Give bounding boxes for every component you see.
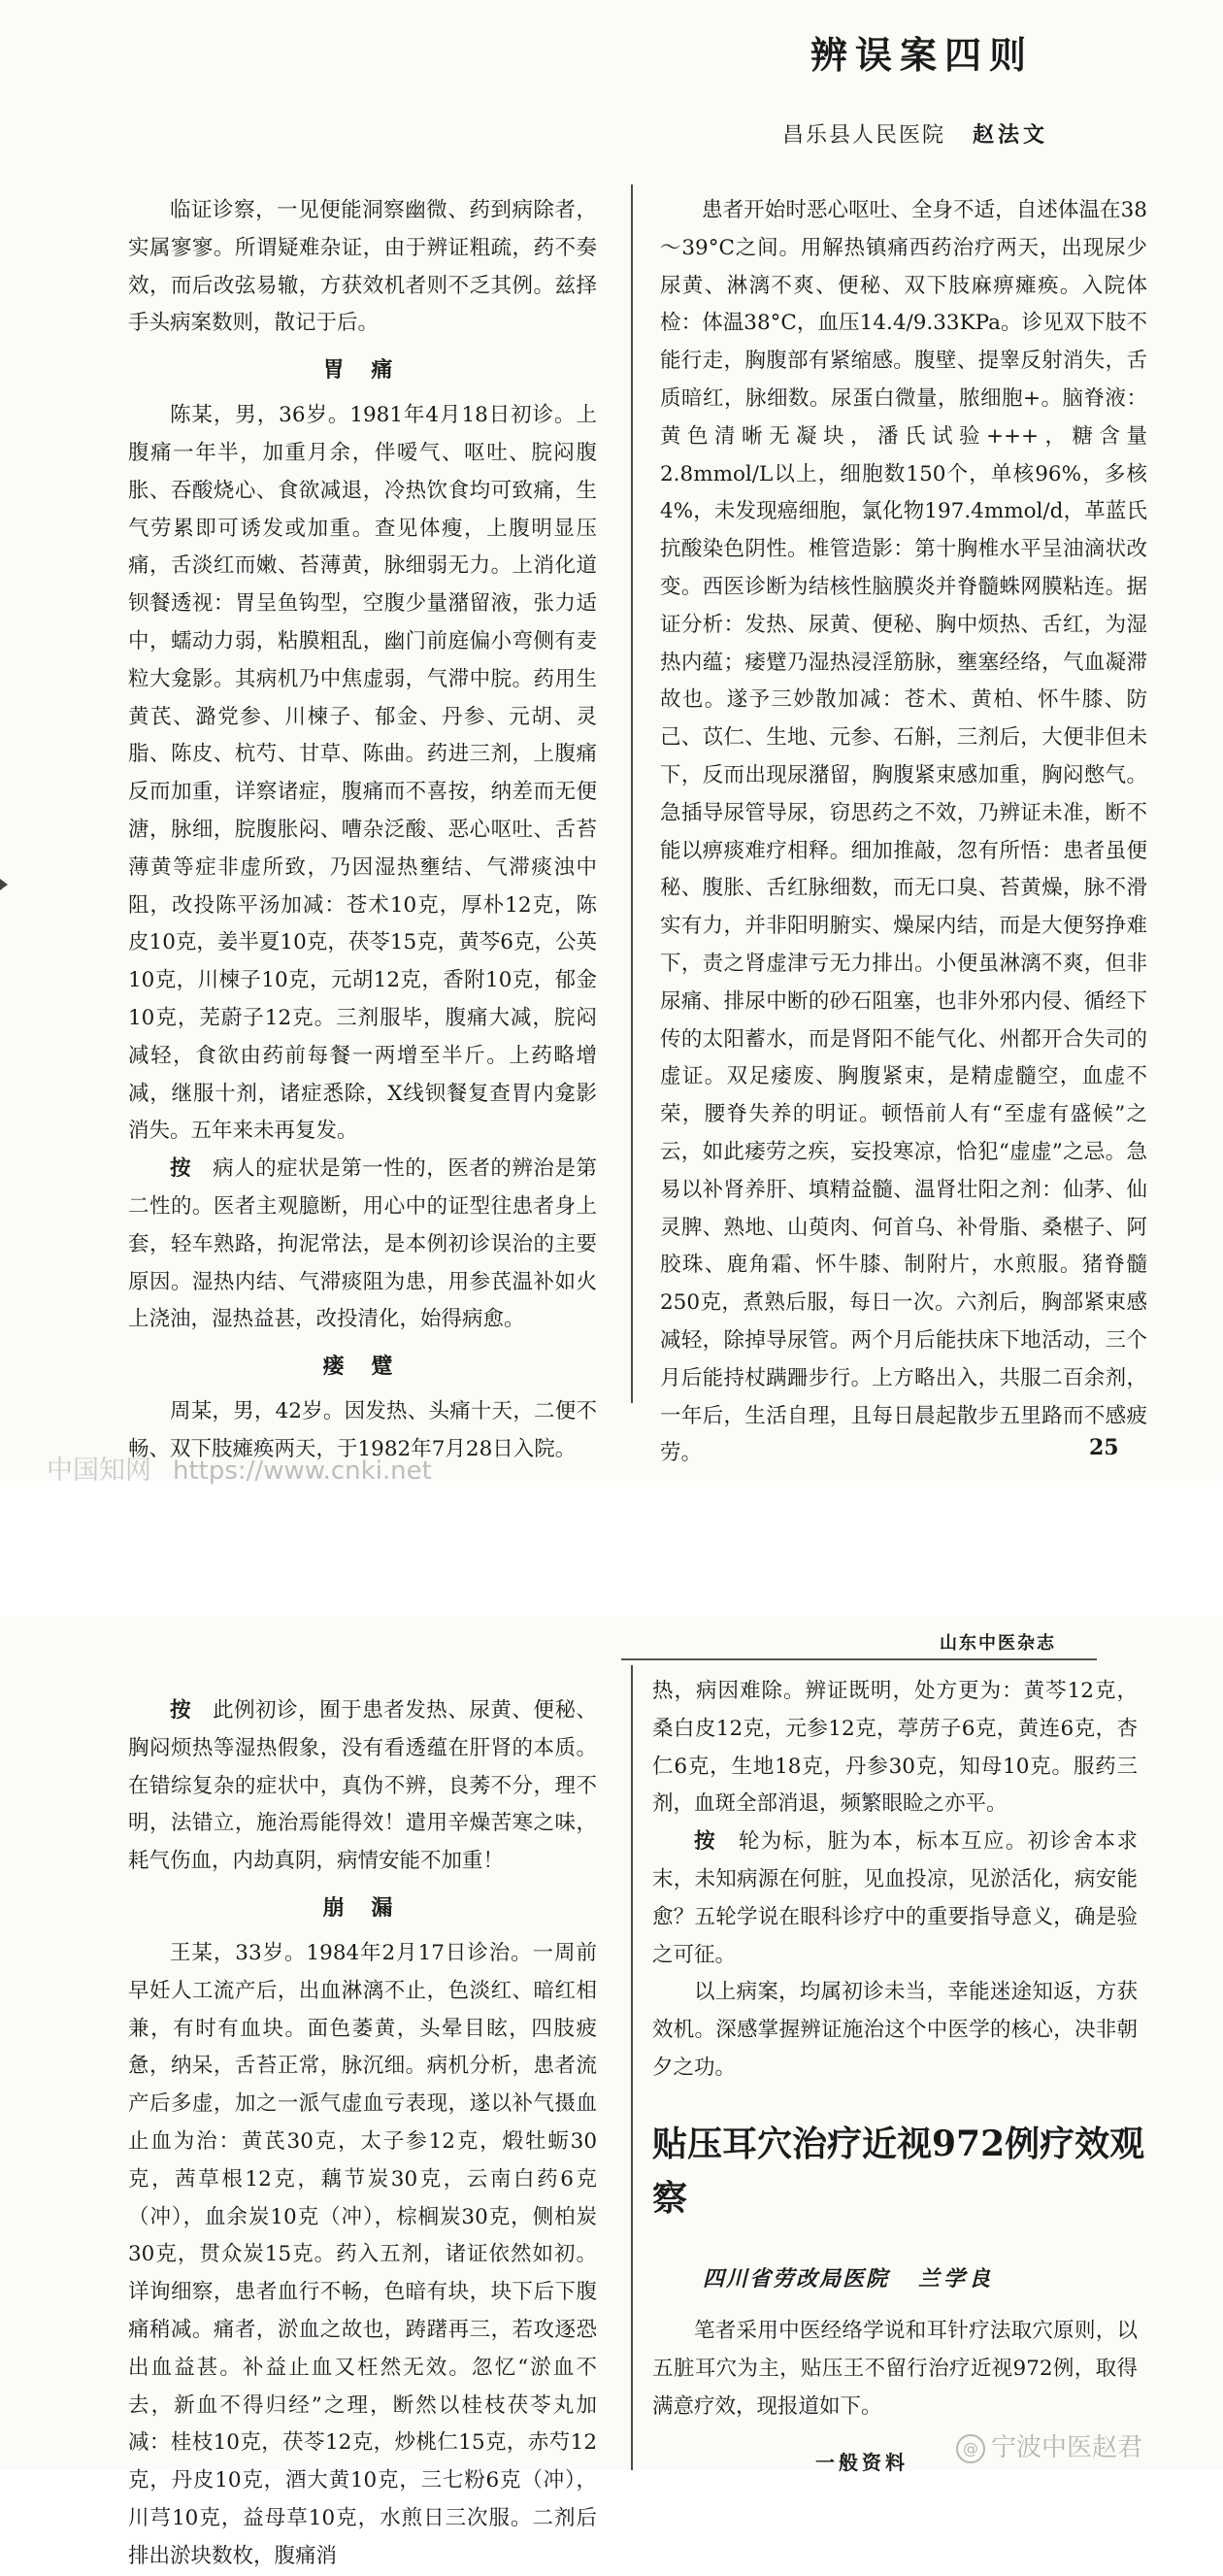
paragraph <box>128 1692 597 1881</box>
section-heading: 胃 痛 <box>322 357 403 384</box>
watermark-brand: 中国知网 <box>47 1455 151 1486</box>
paragraph-text: 周某，男，42岁。因发热、头痛十天，二便不畅、双下肢瘫痪两天，于1982年7月28日入院。 <box>128 1399 597 1461</box>
right-column <box>652 1673 1138 2088</box>
paragraph-text: 此例初诊，囿于患者发热、尿黄、便秘、胸闷烦热等湿热假象，没有看透蕴在肝肾的本质。在错综复杂的症状中，真伪不辨，良莠不分，理不明，法错立，施治焉能得效！遣用辛燥苦寒之味，耗气伤血，内劫真阴，病情安能不加重！ <box>128 1698 597 1874</box>
margin-mark <box>0 879 8 890</box>
cnki-watermark <box>47 1449 432 1487</box>
article-title: 辨误案四则 <box>810 33 1034 77</box>
paragraph-text: 陈某，男，36岁。1981年4月18日初诊。上腹痛一年半，加重月余，伴嗳气、呕吐、脘闷腹胀、吞酸烧心、食欲减退，冷热饮食均可致痛，生气劳累即可诱发或加重。查见体瘦，上腹明显压痛，舌淡红而嫩、苔薄黄，脉细弱无力。上消化道钡餐透视：胃呈鱼钩型，空腹少量潴留液，张力适中，蠕动力弱，粘膜粗乱，幽门前庭偏小弯侧有麦粒大龛影。其病机乃中焦虚弱，气滞中脘。药用生黄芪、潞党参、川楝子、郁金、丹参、元胡、灵脂、陈皮、杭芍、甘草、陈曲。药进三剂，上腹痛反而加重，详察诸症，腹痛而不喜按，纳差而无便溏，脉细，脘腹胀闷、嘈杂泛酸、恶心呕吐、舌苔薄黄等症非虚所致，乃因湿热壅结、气滞痰浊中阻，改投陈平汤加减：苍术10克，厚朴12克，陈皮10克，姜半夏10克，茯苓15克，黄芩6克，公英10克，川楝子10克，元胡12克，香附10克，郁金10克，芜蔚子12克。三剂服毕，腹痛大减，脘闷减轻，食欲由药前每餐一两增至半斤。上药略增减，继服十剂，诸症悉除，X线钡餐复查胃内龛影消失。五年来未再复发。 <box>128 403 597 1144</box>
watermark-url: https://www.cnki.net <box>173 1456 432 1486</box>
commentary-lead: 按 <box>170 1698 192 1723</box>
article2-intro: 笔者采用中医经络学说和耳针疗法取穴原则，以五脏耳穴为主，贴压王不留行治疗近视972例，取得满意疗效，现报道如下。 <box>652 2319 1138 2419</box>
paragraph <box>652 1974 1138 2087</box>
article2-subheading: 一般资料 <box>815 2451 909 2474</box>
paragraph <box>128 397 597 1151</box>
article2-author-line <box>703 2262 994 2292</box>
weibo-icon: @ <box>956 2434 985 2463</box>
weibo-handle: 宁波中医赵君 <box>991 2433 1143 2462</box>
column-divider <box>631 184 633 1403</box>
author-line <box>782 118 1048 149</box>
article2-title: 贴压耳穴治疗近视972例疗效观察 <box>652 2124 1145 2219</box>
article2-author-organization: 四川省劳改局医院 <box>703 2266 890 2292</box>
paragraph-text: 王某，33岁。1984年2月17日诊治。一周前早妊人工流产后，出血淋漓不止，色淡红、暗红相兼，有时有血块。面色萎黄，头晕目眩，四肢疲惫，纳呆，舌苔正常，脉沉细。病机分析，患者流产后多虚，加之一派气虚血亏表现，遂以补气摄血止血为治：黄芪30克，太子参12克，煅牡蛎30克，茜草根12克，藕节炭30克，云南白药6克（冲），血余炭10克（冲），棕榈炭30克，侧柏炭30克，贯众炭15克。药入五剂，诸证依然如初。详询细察，患者血行不畅，色暗有块，块下后下腹痛稍减。痛者，淤血之故也，踌躇再三，若攻逐恐出血益甚。补益止血又枉然无效。忽忆“淤血不去，新血不得归经”之理，断然以桂枝茯苓丸加减：桂枝10克，茯苓12克，炒桃仁15克，赤芍12克，丹皮10克，酒大黄10克，三七粉6克（冲），川芎10克，益母草10克，水煎日三次服。二剂后排出淤块数枚，腹痛消 <box>128 1940 597 2568</box>
author-name: 赵法文 <box>972 122 1048 148</box>
journal-rule <box>621 1658 1097 1660</box>
article2-author-name: 兰学良 <box>918 2266 995 2292</box>
paragraph <box>660 192 1147 1473</box>
paragraph-text: 临证诊察，一见便能洞察幽微、药到病除者，实属寥寥。所谓疑难杂证，由于辨证粗疏，药不奏效，而后改弦易辙，方获效机者则不乏其例。兹择手头病案数则，散记于后。 <box>128 198 597 336</box>
paragraph-text: 病人的症状是第一性的，医者的辨治是第二性的。医者主观臆断，用心中的证型往患者身上套，轻车熟路，拘泥常法，是本例初诊误治的主要原因。湿热内结、气滞痰阻为患，用参芪温补如火上浇油，湿热益甚，改投清化，始得病愈。 <box>128 1156 597 1332</box>
paragraph <box>652 1673 1138 1823</box>
commentary-lead: 按 <box>694 1829 716 1855</box>
column-divider <box>631 1665 633 2470</box>
journal-name: 山东中医杂志 <box>940 1633 1056 1654</box>
page-number: 25 <box>1089 1435 1119 1460</box>
paragraph <box>128 192 597 343</box>
weibo-watermark <box>956 2427 1142 2463</box>
paragraph-text: 热，病因难除。辨证既明，处方更为：黄芩12克，桑白皮12克，元参12克，葶苈子6克，黄连6克，杏仁6克，生地18克，丹参30克，知母10克。服药三剂，血斑全部消退，频繁眼睑之亦平。 <box>652 1679 1138 1817</box>
commentary-lead: 按 <box>170 1156 192 1182</box>
right-column <box>660 192 1147 1473</box>
paragraph-text: 轮为标，脏为本，标本互应。初诊舍本求末，未知病源在何脏，见血投凉，见淤活化，病安能愈？五轮学说在眼科诊疗中的重要指导意义，确是验之可征。 <box>652 1829 1138 1967</box>
left-column <box>128 192 597 1469</box>
paragraph <box>652 1823 1138 1974</box>
left-column <box>128 1692 597 2576</box>
paragraph <box>128 1935 597 2576</box>
paragraph <box>128 1151 597 1339</box>
section-heading: 崩 漏 <box>322 1894 403 1921</box>
paragraph-text: 患者开始时恶心呕吐、全身不适，自述体温在38～39°C之间。用解热镇痛西药治疗两天，出现尿少尿黄、淋漓不爽、便秘、双下肢麻痹瘫痪。入院体检：体温38°C，血压14.4/9.33KPa。诊见双下肢不能行走，胸腹部有紧缩感。腹壁、提睾反射消失，舌质暗红，脉细数。尿蛋白微量，脓细胞+。脑脊液：黄色清晰无凝块，潘氏试验+++，糖含量2.8mmol/L以上，细胞数150个，单核96%，多核4%，未发现癌细胞，氯化物197.4mmol/d，革蓝氏抗酸染色阴性。椎管造影：第十胸椎水平呈油滴状改变。西医诊断为结核性脑膜炎并脊髓蛛网膜粘连。据证分析：发热、尿黄、便秘、胸中烦热、舌红，为湿热内蕴；痿躄乃湿热浸淫筋脉，壅塞经络，气血凝滞故也。遂予三妙散加减：苍术、黄柏、怀牛膝、防己、苡仁、生地、元参、石斛，三剂后，大便非但未下，反而出现尿潴留，胸腹紧束感加重，胸闷憋气。急插导尿管导尿，窃思药之不效，乃辨证未准，断不能以痹痰难疗相释。细加推敲，忽有所悟：患者虽便秘、腹胀、舌红脉细数，而无口臭、苔黄燥，脉不滑实有力，并非阳明腑实、燥屎内结，而是大便努挣难下，责之肾虚津亏无力排出。小便虽淋漓不爽，但非尿痛、排尿中断的砂石阻塞，也非外邪内侵、循经下传的太阳蓄水，而是肾阳不能气化、州都开合失司的虚证。双足痿废、胸腹紧束，是精虚髓空，血虚不荣，腰脊失养的明证。顿悟前人有“至虚有盛候”之云，如此痿劳之疾，妄投寒凉，恰犯“虚虚”之忌。急易以补肾养肝、填精益髓、温肾壮阳之剂：仙茅、仙灵脾、熟地、山萸肉、何首乌、补骨脂、桑椹子、阿胶珠、鹿角霜、怀牛膝、制附片，水煎服。猪脊髓250克，煮熟后服，每日一次。六剂后，胸部紧束感减轻，除掉导尿管。两个月后能扶床下地活动，三个月后能持杖蹒跚步行。上方略出入，共服二百余剂，一年后，生活自理，且每日晨起散步五里路而不感疲劳。 <box>660 198 1147 1466</box>
paragraph-text: 以上病案，均属初诊未当，幸能迷途知返，方获效机。深感掌握辨证施治这个中医学的核心，决非朝夕之功。 <box>652 1980 1138 2080</box>
author-organization: 昌乐县人民医院 <box>781 123 945 148</box>
article2-intro-block <box>652 2313 1138 2425</box>
section-heading: 瘘 躄 <box>322 1354 403 1380</box>
